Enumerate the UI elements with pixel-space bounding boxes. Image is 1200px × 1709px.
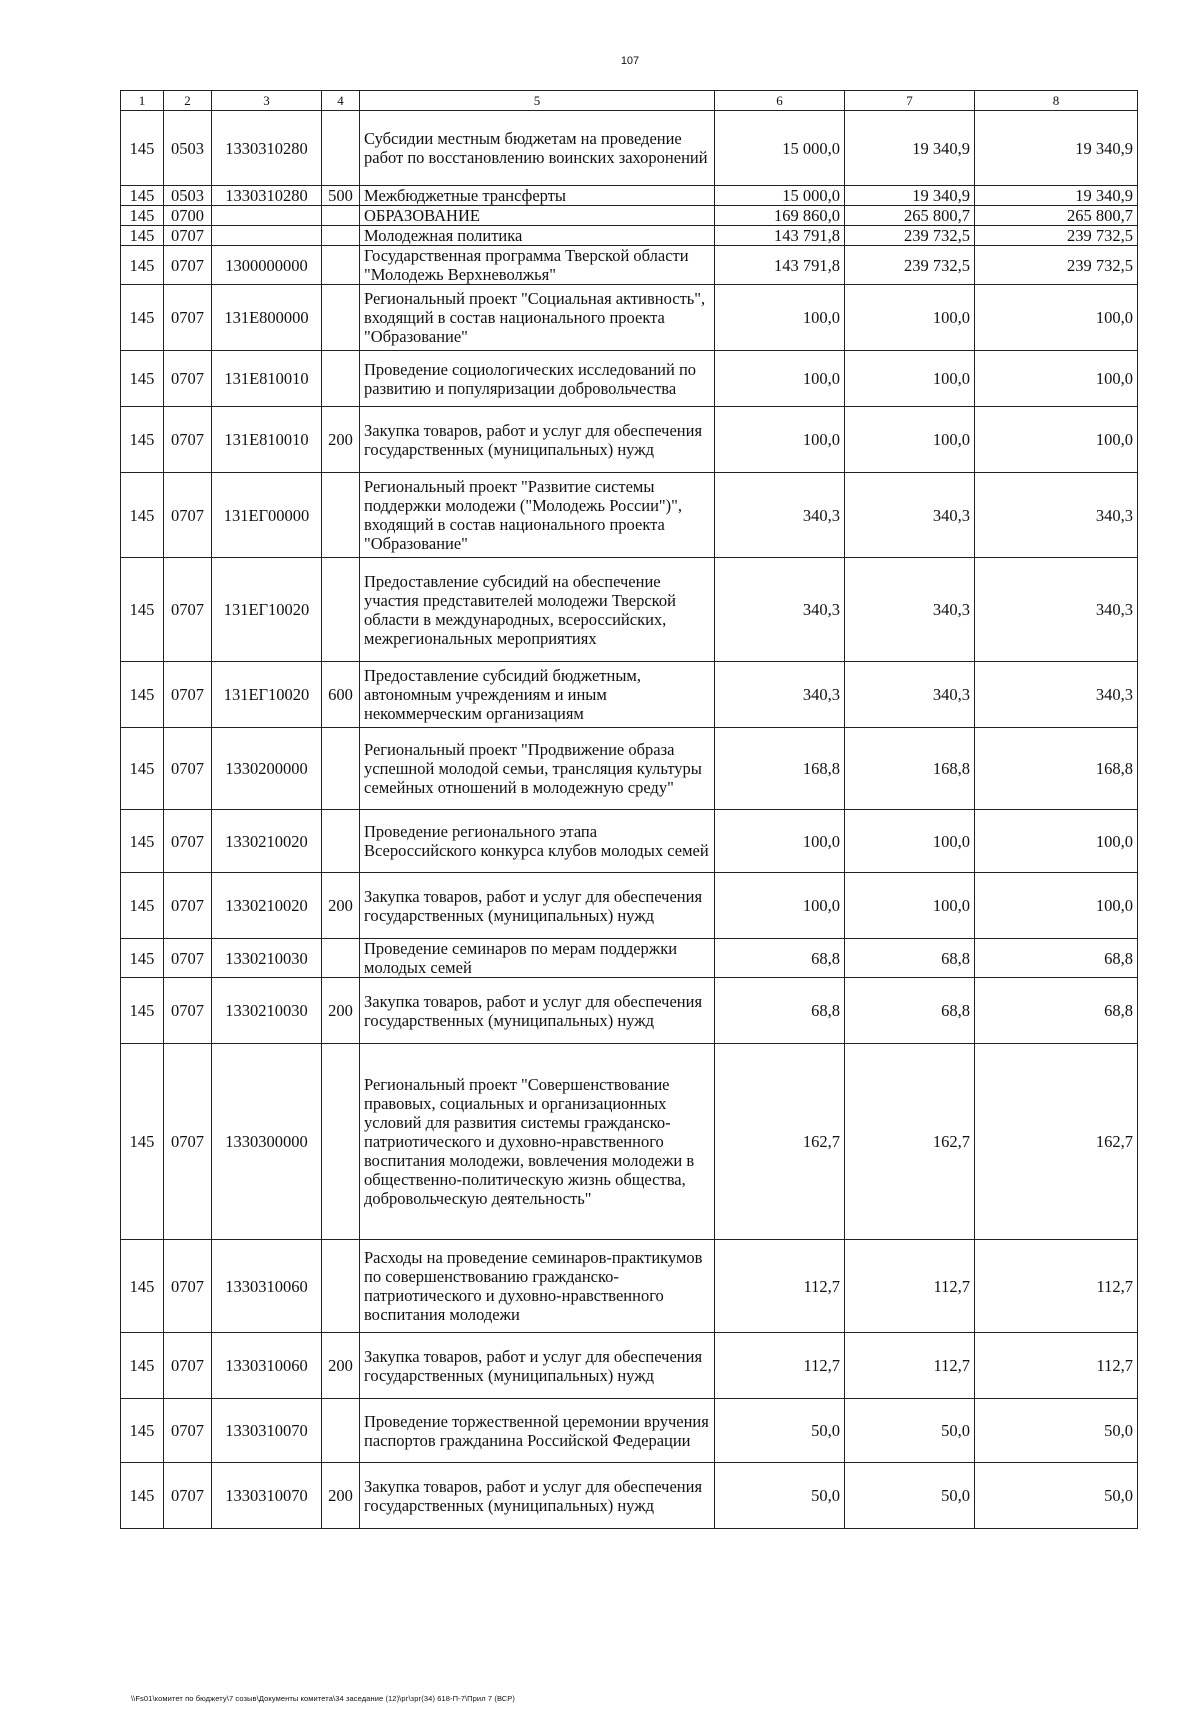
cell-expense-type — [322, 728, 360, 810]
cell-expense-type — [322, 351, 360, 407]
cell-amount-6: 162,7 — [715, 1044, 845, 1240]
cell-section: 0707 — [164, 246, 212, 285]
table-row — [121, 473, 1138, 558]
cell-expense-type: 600 — [322, 662, 360, 728]
cell-amount-7: 19 340,9 — [845, 186, 975, 206]
col-header-5: 5 — [360, 91, 715, 111]
cell-amount-7: 239 732,5 — [845, 226, 975, 246]
cell-expense-type: 500 — [322, 186, 360, 206]
cell-amount-8: 112,7 — [975, 1333, 1138, 1399]
table-row — [121, 246, 1138, 285]
table-row — [121, 558, 1138, 662]
cell-name: Региональный проект "Совершенствование правовых, социальных и организационных условий для развития системы гражданско-патриотического и духовно-нравственного воспитания молодежи, вовлечения молодежи в общественно-политическую жизнь общества, добровольческую деятельность" — [360, 1044, 715, 1240]
cell-amount-6: 100,0 — [715, 351, 845, 407]
cell-target-article: 1330310280 — [212, 111, 322, 186]
table-body — [121, 111, 1138, 1529]
col-header-8: 8 — [975, 91, 1138, 111]
col-header-6: 6 — [715, 91, 845, 111]
cell-expense-type: 200 — [322, 1463, 360, 1529]
col-header-2: 2 — [164, 91, 212, 111]
cell-amount-6: 143 791,8 — [715, 226, 845, 246]
budget-table — [120, 90, 1138, 1529]
cell-admin: 145 — [121, 1399, 164, 1463]
cell-target-article: 1330310280 — [212, 186, 322, 206]
cell-amount-8: 265 800,7 — [975, 206, 1138, 226]
cell-section: 0707 — [164, 1044, 212, 1240]
cell-target-article: 1330310070 — [212, 1463, 322, 1529]
cell-amount-7: 100,0 — [845, 873, 975, 939]
cell-amount-8: 19 340,9 — [975, 111, 1138, 186]
table-row — [121, 728, 1138, 810]
col-header-7: 7 — [845, 91, 975, 111]
cell-amount-8: 100,0 — [975, 285, 1138, 351]
cell-section: 0707 — [164, 226, 212, 246]
cell-admin: 145 — [121, 473, 164, 558]
table-row — [121, 1333, 1138, 1399]
cell-section: 0707 — [164, 407, 212, 473]
cell-target-article — [212, 206, 322, 226]
cell-amount-7: 100,0 — [845, 351, 975, 407]
cell-section: 0707 — [164, 285, 212, 351]
col-header-4: 4 — [322, 91, 360, 111]
cell-name: Проведение регионального этапа Всероссийского конкурса клубов молодых семей — [360, 810, 715, 873]
cell-amount-6: 15 000,0 — [715, 186, 845, 206]
cell-amount-6: 340,3 — [715, 558, 845, 662]
cell-amount-6: 100,0 — [715, 810, 845, 873]
table-row — [121, 407, 1138, 473]
cell-amount-6: 68,8 — [715, 978, 845, 1044]
cell-amount-6: 340,3 — [715, 662, 845, 728]
cell-section: 0700 — [164, 206, 212, 226]
table-row — [121, 186, 1138, 206]
cell-section: 0503 — [164, 111, 212, 186]
cell-amount-7: 50,0 — [845, 1463, 975, 1529]
cell-amount-6: 168,8 — [715, 728, 845, 810]
table-row — [121, 939, 1138, 978]
cell-amount-8: 340,3 — [975, 558, 1138, 662]
page-number: 107 — [620, 55, 640, 67]
cell-admin: 145 — [121, 1044, 164, 1240]
table-row — [121, 285, 1138, 351]
cell-name: Субсидии местным бюджетам на проведение работ по восстановлению воинских захоронений — [360, 111, 715, 186]
cell-section: 0707 — [164, 473, 212, 558]
cell-section: 0707 — [164, 1333, 212, 1399]
cell-section: 0707 — [164, 1463, 212, 1529]
cell-name: Молодежная политика — [360, 226, 715, 246]
cell-amount-7: 112,7 — [845, 1333, 975, 1399]
cell-name: Закупка товаров, работ и услуг для обеспечения государственных (муниципальных) нужд — [360, 1463, 715, 1529]
cell-name: Закупка товаров, работ и услуг для обеспечения государственных (муниципальных) нужд — [360, 873, 715, 939]
cell-expense-type: 200 — [322, 873, 360, 939]
cell-admin: 145 — [121, 111, 164, 186]
table-row — [121, 351, 1138, 407]
cell-expense-type — [322, 810, 360, 873]
cell-target-article: 1330200000 — [212, 728, 322, 810]
cell-section: 0707 — [164, 728, 212, 810]
cell-amount-7: 50,0 — [845, 1399, 975, 1463]
cell-amount-6: 100,0 — [715, 407, 845, 473]
header-row — [121, 91, 1138, 111]
cell-admin: 145 — [121, 1240, 164, 1333]
cell-name: Проведение социологических исследований по развитию и популяризации добровольчества — [360, 351, 715, 407]
cell-amount-6: 100,0 — [715, 285, 845, 351]
cell-expense-type — [322, 939, 360, 978]
cell-admin: 145 — [121, 186, 164, 206]
table-row — [121, 662, 1138, 728]
cell-amount-8: 19 340,9 — [975, 186, 1138, 206]
cell-name: Региональный проект "Социальная активность", входящий в состав национального проекта "Образование" — [360, 285, 715, 351]
cell-amount-8: 239 732,5 — [975, 226, 1138, 246]
table-row — [121, 226, 1138, 246]
cell-target-article: 1330300000 — [212, 1044, 322, 1240]
cell-amount-7: 168,8 — [845, 728, 975, 810]
cell-name: Государственная программа Тверской области "Молодежь Верхневолжья" — [360, 246, 715, 285]
cell-target-article: 131E800000 — [212, 285, 322, 351]
cell-amount-7: 100,0 — [845, 810, 975, 873]
cell-admin: 145 — [121, 407, 164, 473]
cell-amount-7: 340,3 — [845, 662, 975, 728]
cell-amount-7: 265 800,7 — [845, 206, 975, 226]
cell-amount-8: 340,3 — [975, 473, 1138, 558]
cell-amount-7: 100,0 — [845, 285, 975, 351]
cell-amount-6: 112,7 — [715, 1240, 845, 1333]
cell-expense-type: 200 — [322, 407, 360, 473]
cell-name: Закупка товаров, работ и услуг для обеспечения государственных (муниципальных) нужд — [360, 1333, 715, 1399]
cell-amount-8: 100,0 — [975, 407, 1138, 473]
cell-admin: 145 — [121, 728, 164, 810]
cell-expense-type — [322, 1399, 360, 1463]
cell-target-article: 131ЕГ10020 — [212, 662, 322, 728]
table-row — [121, 978, 1138, 1044]
table-row — [121, 111, 1138, 186]
cell-amount-6: 169 860,0 — [715, 206, 845, 226]
cell-expense-type — [322, 558, 360, 662]
cell-section: 0707 — [164, 873, 212, 939]
cell-name: Региональный проект "Развитие системы поддержки молодежи ("Молодежь России")", входящий в состав национального проекта "Образование" — [360, 473, 715, 558]
cell-expense-type: 200 — [322, 1333, 360, 1399]
cell-amount-6: 15 000,0 — [715, 111, 845, 186]
cell-section: 0707 — [164, 1240, 212, 1333]
cell-name: Закупка товаров, работ и услуг для обеспечения государственных (муниципальных) нужд — [360, 978, 715, 1044]
cell-amount-6: 50,0 — [715, 1399, 845, 1463]
cell-amount-6: 68,8 — [715, 939, 845, 978]
cell-section: 0707 — [164, 662, 212, 728]
cell-admin: 145 — [121, 662, 164, 728]
cell-expense-type — [322, 206, 360, 226]
cell-amount-8: 168,8 — [975, 728, 1138, 810]
cell-admin: 145 — [121, 1463, 164, 1529]
cell-name: Предоставление субсидий бюджетным, автономным учреждениям и иным некоммерческим организациям — [360, 662, 715, 728]
cell-name: Расходы на проведение семинаров-практикумов по совершенствованию гражданско-патриотического и духовно-нравственного воспитания молодежи — [360, 1240, 715, 1333]
table-row — [121, 1044, 1138, 1240]
table-row — [121, 810, 1138, 873]
cell-admin: 145 — [121, 558, 164, 662]
table-row — [121, 1463, 1138, 1529]
cell-amount-8: 68,8 — [975, 978, 1138, 1044]
cell-target-article: 1300000000 — [212, 246, 322, 285]
cell-section: 0707 — [164, 978, 212, 1044]
cell-amount-6: 143 791,8 — [715, 246, 845, 285]
cell-expense-type — [322, 285, 360, 351]
cell-amount-8: 340,3 — [975, 662, 1138, 728]
table-row — [121, 1399, 1138, 1463]
cell-amount-7: 112,7 — [845, 1240, 975, 1333]
cell-amount-7: 239 732,5 — [845, 246, 975, 285]
cell-admin: 145 — [121, 226, 164, 246]
cell-expense-type — [322, 226, 360, 246]
cell-expense-type — [322, 1044, 360, 1240]
cell-amount-8: 50,0 — [975, 1399, 1138, 1463]
footer-file-path: \\Fs01\комитет по бюджету\7 созыв\Документы комитета\34 заседание (12)\рг\зрг(34) 618-П-7\Прил 7 (ВСР) — [131, 1694, 516, 1703]
cell-amount-8: 112,7 — [975, 1240, 1138, 1333]
cell-section: 0707 — [164, 939, 212, 978]
cell-target-article: 1330310060 — [212, 1333, 322, 1399]
col-header-3: 3 — [212, 91, 322, 111]
cell-section: 0503 — [164, 186, 212, 206]
cell-name: Закупка товаров, работ и услуг для обеспечения государственных (муниципальных) нужд — [360, 407, 715, 473]
cell-target-article: 131E810010 — [212, 407, 322, 473]
table-row — [121, 1240, 1138, 1333]
cell-section: 0707 — [164, 810, 212, 873]
cell-amount-8: 100,0 — [975, 873, 1138, 939]
cell-expense-type — [322, 1240, 360, 1333]
cell-admin: 145 — [121, 810, 164, 873]
cell-amount-7: 340,3 — [845, 473, 975, 558]
cell-amount-7: 19 340,9 — [845, 111, 975, 186]
cell-amount-8: 239 732,5 — [975, 246, 1138, 285]
cell-target-article: 131E810010 — [212, 351, 322, 407]
cell-section: 0707 — [164, 351, 212, 407]
cell-expense-type: 200 — [322, 978, 360, 1044]
cell-expense-type — [322, 246, 360, 285]
cell-admin: 145 — [121, 206, 164, 226]
cell-amount-8: 162,7 — [975, 1044, 1138, 1240]
cell-target-article — [212, 226, 322, 246]
cell-admin: 145 — [121, 978, 164, 1044]
cell-amount-7: 340,3 — [845, 558, 975, 662]
cell-admin: 145 — [121, 351, 164, 407]
cell-name: Межбюджетные трансферты — [360, 186, 715, 206]
cell-target-article: 1330210020 — [212, 810, 322, 873]
cell-admin: 145 — [121, 873, 164, 939]
cell-amount-6: 112,7 — [715, 1333, 845, 1399]
cell-admin: 145 — [121, 939, 164, 978]
cell-amount-7: 68,8 — [845, 939, 975, 978]
cell-target-article: 1330210030 — [212, 978, 322, 1044]
cell-admin: 145 — [121, 1333, 164, 1399]
cell-name: Предоставление субсидий на обеспечение участия представителей молодежи Тверской области в международных, всероссийских, межрегиональных мероприятиях — [360, 558, 715, 662]
cell-target-article: 131ЕГ10020 — [212, 558, 322, 662]
cell-amount-7: 100,0 — [845, 407, 975, 473]
cell-target-article: 1330210030 — [212, 939, 322, 978]
cell-amount-8: 100,0 — [975, 810, 1138, 873]
cell-name: Проведение торжественной церемонии вручения паспортов гражданина Российской Федерации — [360, 1399, 715, 1463]
cell-expense-type — [322, 473, 360, 558]
cell-name: Проведение семинаров по мерам поддержки молодых семей — [360, 939, 715, 978]
cell-amount-7: 68,8 — [845, 978, 975, 1044]
cell-amount-8: 100,0 — [975, 351, 1138, 407]
cell-target-article: 131ЕГ00000 — [212, 473, 322, 558]
cell-section: 0707 — [164, 558, 212, 662]
cell-target-article: 1330310060 — [212, 1240, 322, 1333]
cell-amount-8: 68,8 — [975, 939, 1138, 978]
cell-target-article: 1330310070 — [212, 1399, 322, 1463]
cell-expense-type — [322, 111, 360, 186]
table-row — [121, 206, 1138, 226]
cell-admin: 145 — [121, 285, 164, 351]
cell-amount-8: 50,0 — [975, 1463, 1138, 1529]
cell-name: ОБРАЗОВАНИЕ — [360, 206, 715, 226]
cell-name: Региональный проект "Продвижение образа успешной молодой семьи, трансляция культуры семейных отношений в молодежную среду" — [360, 728, 715, 810]
cell-admin: 145 — [121, 246, 164, 285]
cell-amount-6: 100,0 — [715, 873, 845, 939]
cell-amount-6: 340,3 — [715, 473, 845, 558]
cell-amount-7: 162,7 — [845, 1044, 975, 1240]
cell-target-article: 1330210020 — [212, 873, 322, 939]
table-row — [121, 873, 1138, 939]
cell-amount-6: 50,0 — [715, 1463, 845, 1529]
cell-section: 0707 — [164, 1399, 212, 1463]
col-header-1: 1 — [121, 91, 164, 111]
